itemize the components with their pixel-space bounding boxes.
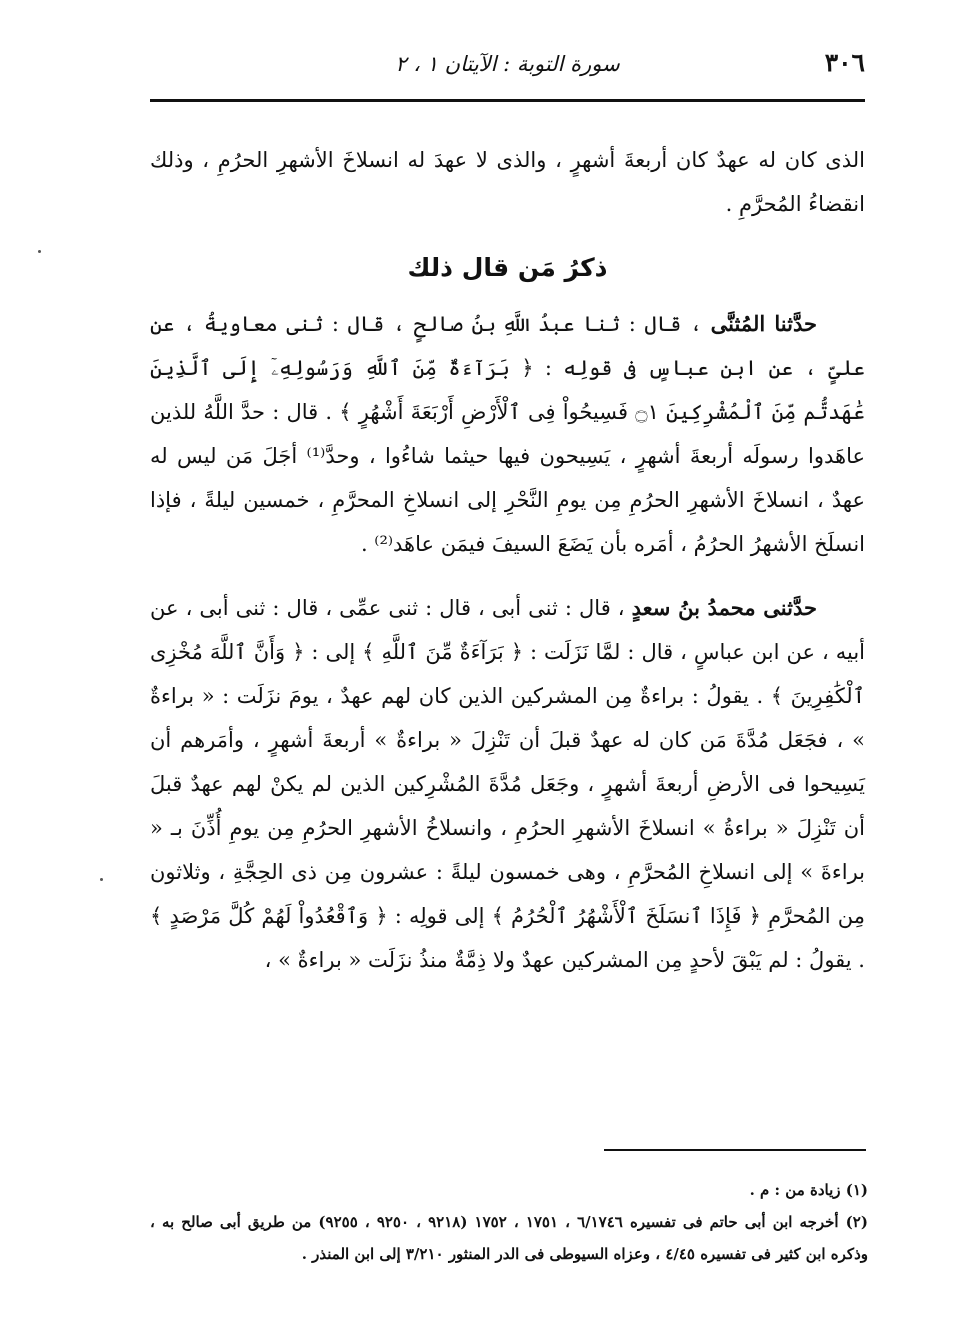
main-text [150,138,865,982]
page-header [150,48,865,88]
section-heading: ذكرُ مَن قال ذلك [407,253,608,282]
paragraph-gap [150,566,865,586]
hadith-paragraph-1 [150,302,865,566]
header-rule [150,99,865,102]
isnad-lead-2: حدَّثنى محمدُ بنُ سعدٍ [631,595,817,620]
page-number: ٣٠٦ [824,48,865,77]
scan-speck [38,250,41,253]
running-title: سورة التوبة : الآيتان ١ ، ٢ [395,52,620,76]
hadith-text-1: ، قال : ثنا عبدُ اللَّهِ بنُ صالحٍ ، قال : ثنى معاويةُ ، عن علىٍّ ، عن ابن عباسٍ فى قولِه : ﴿ بَرَآءَةٌ مِّنَ ٱللَّهِ وَرَسُولِهِۦٓ إِلَى ٱلَّذِينَ عَٰهَدتُّم مِّنَ ٱلْمُشْرِكِينَ ۝١ فَسِيحُواْ فِى ٱلْأَرْضِ أَرْبَعَةَ أَشْهُرٍ ﴾ . قال : حدَّ اللَّهُ للذين عاهَدوا رسولَه أربعةَ أشهرٍ ، يَسِيحون فيها حيثما شاءُوا ، وحدَّ⁽¹⁾ أجَلَ مَن ليس له عهدٌ ، انسلاخَ الأشهرِ الحرُمِ مِن يومِ النَّحْرِ إلى انسلاخِ المحرَّمِ ، خمسين ليلةً ، فإذا انسلَخ الأشهرُ الحرُمُ ، أمَره بأن يَضَعَ السيفَ فيمَن عاهَد⁽²⁾ . [150,312,866,556]
hadith-text-2: ، قال : ثنى أبى ، قال : ثنى عمِّى ، قال : ثنى أبى ، عن أبيه ، عن ابن عباسٍ ، قال : لمَّا نَزَلَت : ﴿ بَرَآءَةٌ مِّنَ ٱللَّهِ ﴾ إلى : ﴿ وَأَنَّ ٱللَّهَ مُخْزِى ٱلْكَٰفِرِينَ ﴾ . يقولُ : براءةٌ مِن المشركين الذين كان لهم عهدٌ ، يومَ نزَلَت : « براءةٌ » ، فجَعَل مُدَّةَ مَن كان له عهدٌ قبلَ أن تَنْزِلَ « براءةٌ » أربعةَ أشهرٍ ، وأمَرهم أن يَسِيحوا فى الأرضِ أربعةَ أشهرٍ ، وجَعَل مُدَّةَ المُشْرِكين الذين لم يكنْ لهم عهدٌ قبلَ أن تَنْزِلَ « براءةُ » انسلاخَ الأشهرِ الحرُمِ ، وانسلاخُ الأشهرِ الحرُمِ مِن يومِ أُذِّنَ بـ « براءةَ » إلى انسلاخِ المُحرَّمِ ، وهى خمسون ليلةً : عشرون مِن ذى الحِجَّةِ ، وثلاثون مِن المُحرَّمِ ﴿ فَإِذَا ٱنسَلَخَ ٱلْأَشْهُرُ ٱلْحُرُمُ ﴾ إلى قولِه : ﴿ وَٱقْعُدُواْ لَهُمْ كُلَّ مَرْصَدٍ ﴾ . يقولُ : لم يَبْقَ لأحدٍ مِن المشركين عهدٌ ولا ذِمَّةٌ منذُ نزَلَت « براءةٌ » ، [150,596,865,972]
footnote-1: (١) زيادة من : م . [749,1181,868,1199]
hadith-paragraph-2 [150,586,865,982]
intro-paragraph: الذى كان له عهدٌ كان أربعةَ أشهرٍ ، والذى لا عهدَ له انسلاخَ الأشهرِ الحرُمِ ، وذلك انقضاءُ المُحرَّمِ . [150,148,865,216]
isnad-lead-1: حدَّثنا المُثنَّى [710,311,817,336]
footnote-rule [604,1149,866,1151]
scan-speck [100,878,103,881]
footnotes [150,1174,868,1270]
footnote-2: (٢) أخرجه ابن أبى حاتم فى تفسيره ٦/١٧٤٦ ، ١٧٥١ ، ١٧٥٢ (٩٢١٨ ، ٩٢٥٠ ، ٩٢٥٥) من طريق أبى صالح به ، وذكره ابن كثير فى تفسيره ٤/٤٥ ، وعزاه السيوطى فى الدر المنثور ٣/٢١٠ إلى ابن المنذر . [150,1213,868,1263]
